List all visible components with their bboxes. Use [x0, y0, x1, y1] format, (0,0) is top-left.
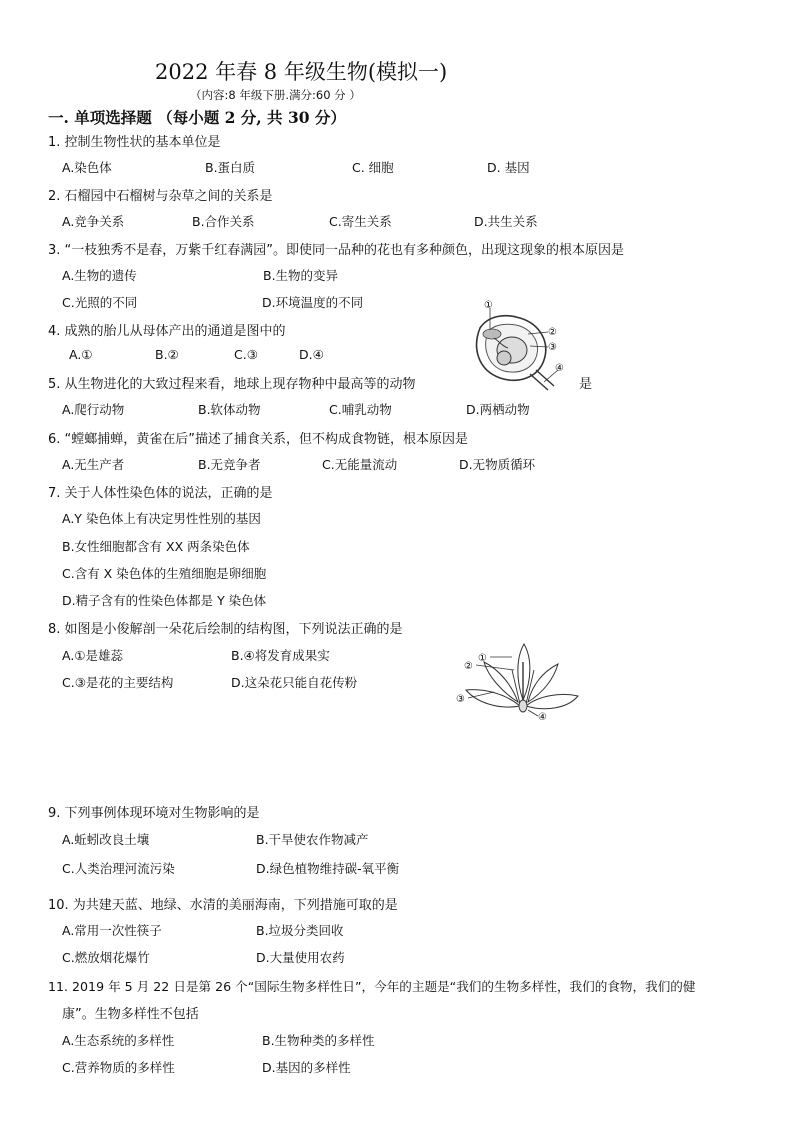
petal-right-low [526, 694, 578, 708]
question-5-stem-end: 是 [579, 377, 593, 392]
vagina-passage [530, 370, 554, 390]
ovary [519, 700, 527, 712]
question-8-option-a[interactable]: A.①是雄蕊 [62, 648, 124, 663]
question-6-option-b[interactable]: B.无竞争者 [198, 457, 261, 472]
question-5-option-b[interactable]: B.软体动物 [198, 402, 261, 417]
question-8-option-c[interactable]: C.③是花的主要结构 [62, 675, 174, 690]
flower-leader-3 [468, 692, 494, 698]
flower-label-2: ② [464, 661, 473, 672]
flower-leader-4 [528, 710, 538, 716]
question-9-option-b[interactable]: B.干旱使农作物减产 [256, 832, 369, 847]
question-4-option-c[interactable]: C.③ [234, 347, 258, 362]
question-4-stem: 4. 成熟的胎儿从母体产出的通道是图中的 [48, 324, 286, 339]
question-2-option-c[interactable]: C.寄生关系 [329, 214, 392, 229]
question-6-option-d[interactable]: D.无物质循环 [459, 457, 536, 472]
question-7-option-a[interactable]: A.Y 染色体上有决定男性性别的基因 [62, 511, 261, 526]
question-2-option-a[interactable]: A.竞争关系 [62, 214, 125, 229]
flower-label-4: ④ [538, 712, 547, 723]
question-9-option-c[interactable]: C.人类治理河流污染 [62, 861, 175, 876]
question-9-option-a[interactable]: A.蚯蚓改良土壤 [62, 832, 150, 847]
question-1-option-d[interactable]: D. 基因 [487, 160, 530, 175]
flower-label-1: ① [478, 653, 487, 664]
question-11-option-c[interactable]: C.营养物质的多样性 [62, 1060, 175, 1075]
question-10-option-b[interactable]: B.垃圾分类回收 [256, 923, 344, 938]
question-3-option-c[interactable]: C.光照的不同 [62, 295, 138, 310]
fetus-label-4: ④ [555, 363, 564, 374]
question-9-option-d[interactable]: D.绿色植物维持碳-氧平衡 [256, 861, 400, 876]
question-11-option-d[interactable]: D.基因的多样性 [262, 1060, 351, 1075]
question-1-option-a[interactable]: A.染色体 [62, 160, 112, 175]
question-10-stem: 10. 为共建天蓝、地绿、水清的美丽海南，下列措施可取的是 [48, 898, 398, 913]
placenta [483, 329, 501, 339]
question-4-option-d[interactable]: D.④ [299, 347, 324, 362]
question-10-option-a[interactable]: A.常用一次性筷子 [62, 923, 162, 938]
question-10-option-c[interactable]: C.燃放烟花爆竹 [62, 950, 150, 965]
petal-right-mid [528, 664, 558, 702]
question-11-stem: 11. 2019 年 5 月 22 日是第 26 个“国际生物多样性日”，今年的主题是“我们的生物多样性，我们的食物，我们的健 [48, 979, 696, 994]
question-11-option-a[interactable]: A.生态系统的多样性 [62, 1033, 175, 1048]
question-9-stem: 9. 下列事例体现环境对生物影响的是 [48, 806, 260, 821]
flower-diagram [454, 640, 584, 726]
question-2-option-d[interactable]: D.共生关系 [474, 214, 538, 229]
question-4-option-b[interactable]: B.② [155, 347, 179, 362]
question-3-stem: 3. “一枝独秀不是春，万紫千红春满园”。即使同一品种的花也有多种颜色，出现这现象的根本原因是 [48, 243, 625, 258]
question-11-stem-continued: 康”。生物多样性不包括 [62, 1007, 199, 1022]
question-6-stem: 6. “螳螂捕蝉，黄雀在后”描述了捕食关系，但不构成食物链，根本原因是 [48, 432, 469, 447]
question-7-option-c[interactable]: C.含有 X 染色体的生殖细胞是卵细胞 [62, 566, 267, 581]
section-title: 一. 单项选择题 （每小题 2 分, 共 30 分） [48, 108, 346, 127]
fetus-diagram [460, 298, 575, 398]
question-1-option-c[interactable]: C. 细胞 [352, 160, 394, 175]
question-6-option-c[interactable]: C.无能量流动 [322, 457, 398, 472]
fetus-head [497, 351, 511, 365]
question-10-option-d[interactable]: D.大量使用农药 [256, 950, 345, 965]
question-1-option-b[interactable]: B.蛋白质 [205, 160, 256, 175]
question-5-option-a[interactable]: A.爬行动物 [62, 402, 125, 417]
question-1-stem: 1. 控制生物性状的基本单位是 [48, 135, 221, 150]
question-4-option-a[interactable]: A.① [69, 347, 93, 362]
question-7-option-b[interactable]: B.女性细胞都含有 XX 两条染色体 [62, 539, 250, 554]
flower-label-3: ③ [456, 694, 465, 705]
question-5-stem: 5. 从生物进化的大致过程来看，地球上现存物种中最高等的动物 [48, 377, 416, 392]
question-6-option-a[interactable]: A.无生产者 [62, 457, 125, 472]
page-title: 2022 年春 8 年级生物(模拟一) [155, 60, 448, 84]
question-7-option-d[interactable]: D.精子含有的性染色体都是 Y 染色体 [62, 593, 267, 608]
question-8-option-b[interactable]: B.④将发育成果实 [231, 648, 330, 663]
fetus-label-3: ③ [548, 342, 557, 353]
page-subtitle: （内容:8 年级下册.满分:60 分 ） [190, 88, 361, 102]
question-8-option-d[interactable]: D.这朵花只能自花传粉 [231, 675, 358, 690]
question-11-option-b[interactable]: B.生物种类的多样性 [262, 1033, 375, 1048]
petal-top [518, 644, 530, 700]
question-2-option-b[interactable]: B.合作关系 [192, 214, 255, 229]
question-3-option-d[interactable]: D.环境温度的不同 [262, 295, 364, 310]
fetus-label-2: ② [548, 327, 557, 338]
question-5-option-d[interactable]: D.两栖动物 [466, 402, 530, 417]
question-8-stem: 8. 如图是小俊解剖一朵花后绘制的结构图，下列说法正确的是 [48, 622, 403, 637]
question-7-stem: 7. 关于人体性染色体的说法，正确的是 [48, 486, 273, 501]
question-2-stem: 2. 石榴园中石榴树与杂草之间的关系是 [48, 189, 273, 204]
question-3-option-a[interactable]: A.生物的遗传 [62, 268, 137, 283]
question-5-option-c[interactable]: C.哺乳动物 [329, 402, 392, 417]
question-3-option-b[interactable]: B.生物的变异 [263, 268, 339, 283]
fetus-label-1: ① [484, 300, 493, 311]
